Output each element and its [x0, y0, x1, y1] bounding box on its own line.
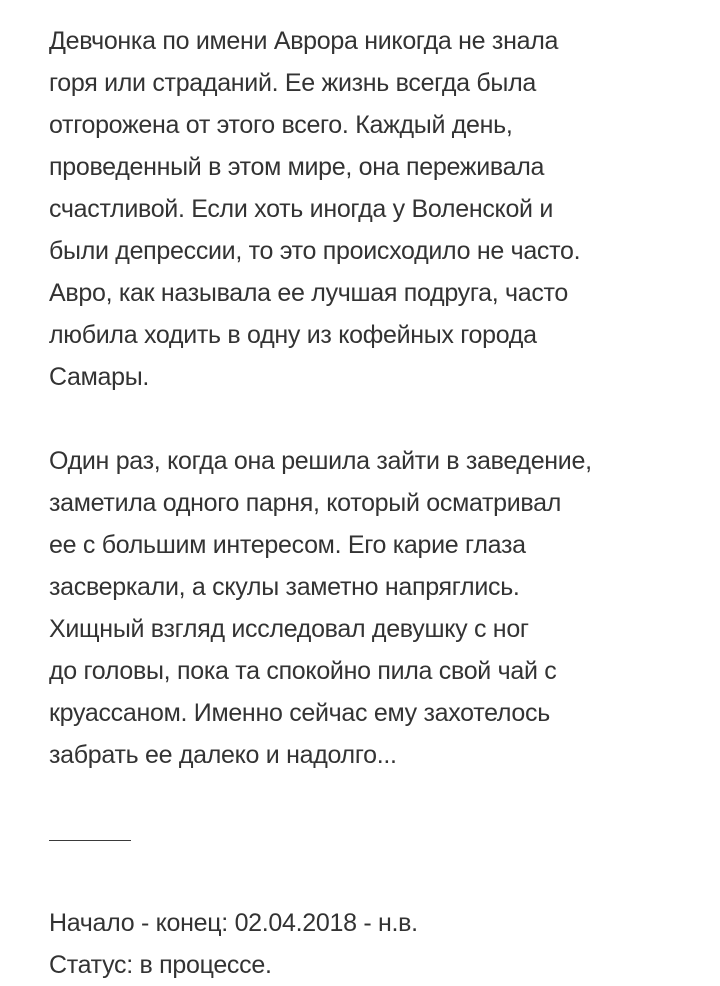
text-line: забрать ее далеко и надолго...: [49, 741, 397, 769]
dates-line: Начало - конец: 02.04.2018 - н.в.: [49, 909, 418, 937]
text-line: Хищный взгляд исследовал девушку с ног: [49, 615, 529, 643]
text-line: Авро, как называла ее лучшая подруга, часто: [49, 279, 569, 307]
paragraph-spacer: [49, 776, 689, 818]
text-line: Девчонка по имени Аврора никогда не знала: [49, 27, 559, 55]
story-paragraph-1: [49, 20, 689, 398]
text-line: засверкали, а скулы заметно напряглись.: [49, 573, 520, 601]
paragraph-spacer: [49, 398, 689, 440]
text-line: горя или страданий. Ее жизнь всегда была: [49, 69, 536, 97]
text-line: Один раз, когда она решила зайти в заведение,: [49, 447, 592, 475]
text-line: Самары.: [49, 363, 150, 391]
divider-rule: [49, 840, 131, 841]
story-page: [49, 20, 689, 986]
text-line: были депрессии, то это происходило не часто.: [49, 237, 581, 265]
status-line: Статус: в процессе.: [49, 951, 272, 979]
story-meta: [49, 902, 689, 986]
text-line: отгорожена от этого всего. Каждый день,: [49, 111, 513, 139]
text-line: заметила одного парня, который осматривал: [49, 489, 562, 517]
text-line: счастливой. Если хоть иногда у Воленской и: [49, 195, 554, 223]
section-divider: [49, 818, 689, 860]
paragraph-spacer: [49, 860, 689, 902]
text-line: любила ходить в одну из кофейных города: [49, 321, 537, 349]
text-line: ее с большим интересом. Его карие глаза: [49, 531, 526, 559]
text-line: до головы, пока та спокойно пила свой чай с: [49, 657, 557, 685]
text-line: круассаном. Именно сейчас ему захотелось: [49, 699, 550, 727]
text-line: проведенный в этом мире, она переживала: [49, 153, 545, 181]
story-paragraph-2: [49, 440, 689, 776]
